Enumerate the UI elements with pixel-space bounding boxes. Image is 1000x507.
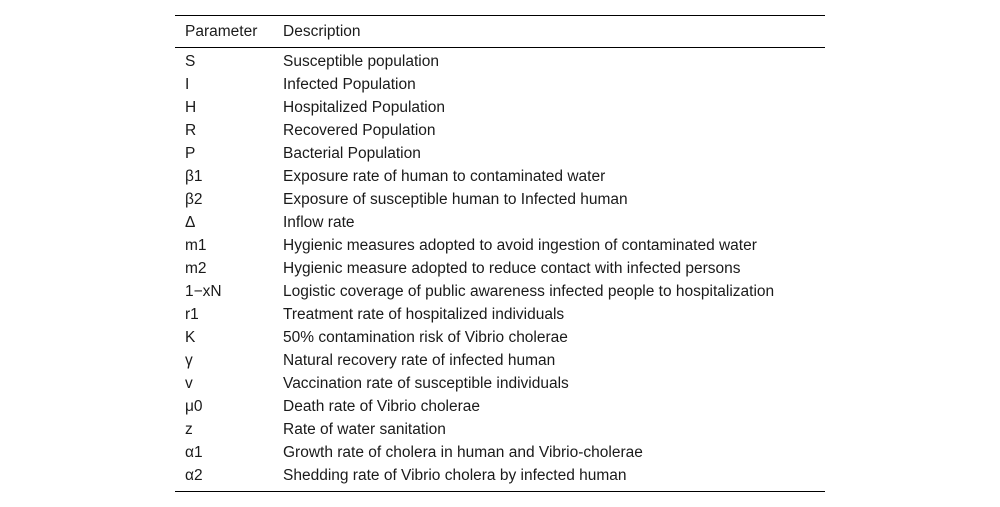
parameter-cell: P [185, 145, 196, 162]
header-row [175, 16, 825, 48]
parameter-cell: β2 [185, 191, 203, 208]
description-cell: Hospitalized Population [283, 99, 445, 116]
description-cell: Exposure of susceptible human to Infected human [283, 191, 628, 208]
parameter-cell: γ [185, 352, 193, 369]
description-cell: Logistic coverage of public awareness infected people to hospitalization [283, 283, 775, 300]
table-row [175, 326, 825, 349]
description-cell: Hygienic measure adopted to reduce contact with infected persons [283, 260, 741, 277]
header-parameter: Parameter [185, 22, 258, 40]
parameter-cell: r1 [185, 306, 199, 323]
parameter-cell: I [185, 76, 190, 93]
parameter-cell: R [185, 122, 197, 139]
description-cell: Treatment rate of hospitalized individuals [283, 306, 565, 323]
table-row [175, 441, 825, 464]
description-cell: Natural recovery rate of infected human [283, 352, 556, 369]
header-description: Description [283, 22, 361, 40]
description-cell: Susceptible population [283, 53, 439, 70]
table-row [175, 372, 825, 395]
parameter-cell: v [185, 375, 193, 392]
description-cell: Shedding rate of Vibrio cholera by infected human [283, 467, 627, 484]
parameter-cell: S [185, 53, 196, 70]
parameter-cell: β1 [185, 168, 203, 185]
table-row [175, 211, 825, 234]
table-row [175, 165, 825, 188]
parameter-cell: Δ [185, 214, 196, 231]
table-row [175, 464, 825, 492]
description-cell: Bacterial Population [283, 145, 421, 162]
table-row [175, 257, 825, 280]
table-header [175, 16, 825, 48]
table-row [175, 234, 825, 257]
parameter-cell: m2 [185, 260, 207, 277]
table-row [175, 280, 825, 303]
table-row [175, 73, 825, 96]
table-row [175, 303, 825, 326]
parameter-cell: H [185, 99, 197, 116]
table-body [175, 48, 825, 492]
description-cell: Growth rate of cholera in human and Vibrio-cholerae [283, 444, 643, 461]
parameter-cell: α2 [185, 467, 203, 484]
table-row [175, 188, 825, 211]
parameter-cell: μ0 [185, 398, 203, 415]
description-cell: Infected Population [283, 76, 416, 93]
parameter-cell: m1 [185, 237, 207, 254]
description-cell: Inflow rate [283, 214, 355, 231]
description-cell: Hygienic measures adopted to avoid ingestion of contaminated water [283, 237, 757, 254]
description-cell: Recovered Population [283, 122, 436, 139]
parameter-cell: 1−xN [185, 283, 222, 300]
parameter-cell: α1 [185, 444, 203, 461]
description-cell: Rate of water sanitation [283, 421, 446, 438]
table-row [175, 96, 825, 119]
description-cell: Death rate of Vibrio cholerae [283, 398, 481, 415]
table-row [175, 119, 825, 142]
parameter-table [175, 15, 825, 492]
parameter-cell: K [185, 329, 196, 346]
table-row [175, 349, 825, 372]
description-cell: Vaccination rate of susceptible individuals [283, 375, 569, 392]
table-row [175, 395, 825, 418]
table-row [175, 48, 825, 74]
table-row [175, 142, 825, 165]
table-row [175, 418, 825, 441]
description-cell: 50% contamination risk of Vibrio cholerae [283, 329, 568, 346]
parameter-cell: z [185, 421, 193, 438]
description-cell: Exposure rate of human to contaminated water [283, 168, 606, 185]
